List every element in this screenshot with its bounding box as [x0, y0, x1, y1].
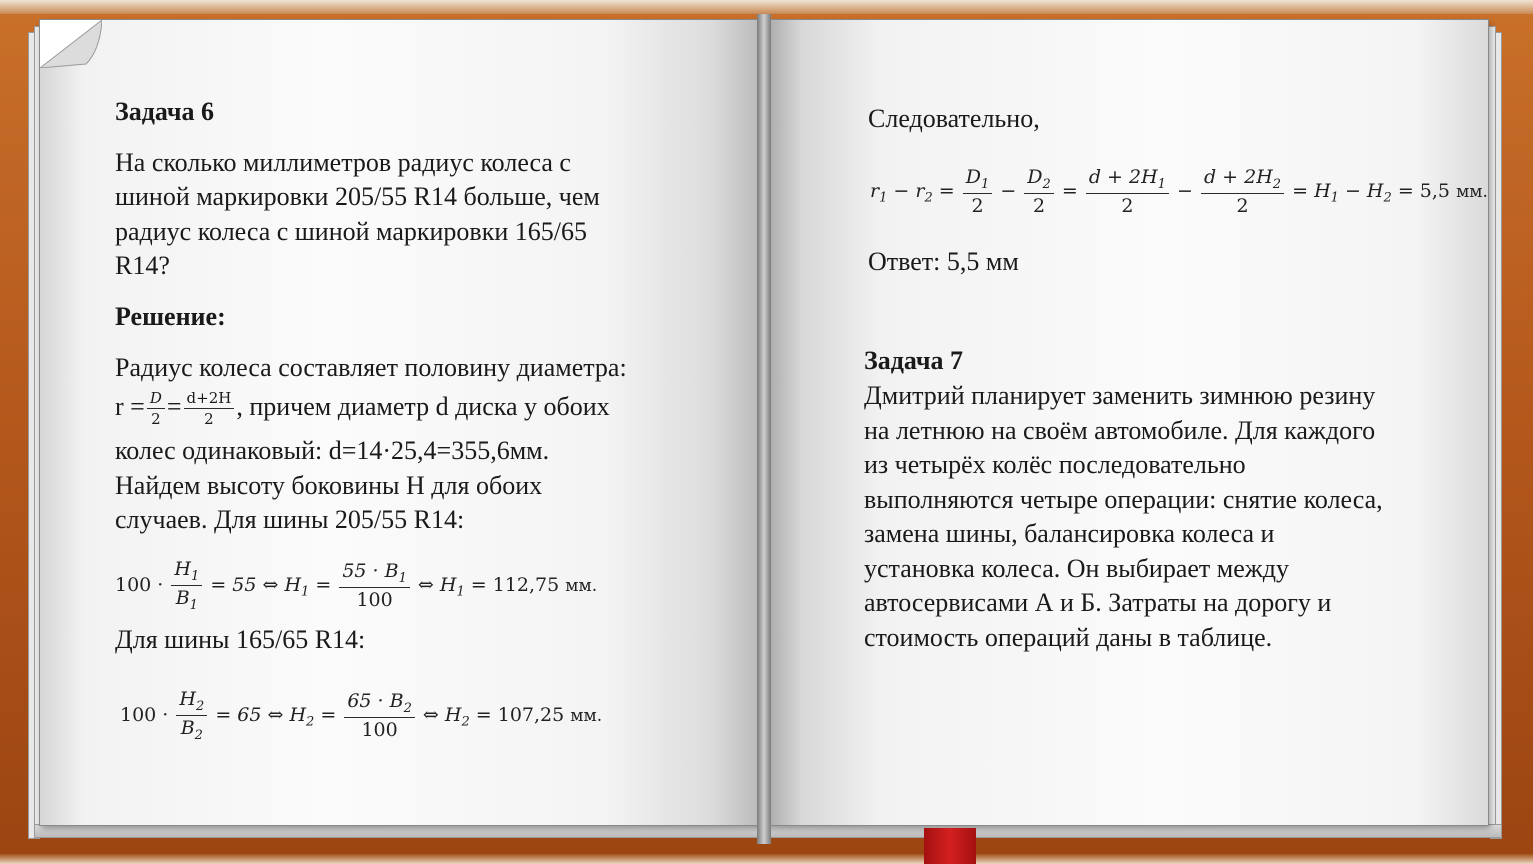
- radius-formula: [115, 385, 610, 429]
- bookmark-ribbon: [924, 828, 976, 864]
- equation-h1: 100 · $\frac{H_1}{B_1}$ = 55 ⇔ $H_1$ = $\frac{55 \cdot B_1}{100}$ ⇔ $H_1 = 112,75$ мм.: [115, 558, 598, 613]
- formula-lhs: r =: [115, 392, 145, 421]
- page-curl-icon: [40, 20, 102, 68]
- solution-text-line-1: Радиус колеса составляет половину диаметра:: [115, 353, 627, 382]
- solution-text-line-3: колес одинаковый: d=14·25,4=355,6мм.: [115, 436, 550, 465]
- formula-tail: , причем диаметр d диска у обоих: [236, 392, 610, 421]
- fraction-d-over-2: $\frac{D}{2}$: [147, 391, 165, 427]
- question-line-1: На сколько миллиметров радиус колеса с: [115, 148, 571, 177]
- task7-line-6: установка колеса. Он выбирает между: [864, 554, 1289, 583]
- task7-line-7: автосервисами А и Б. Затраты на дорогу и: [864, 588, 1332, 617]
- task7-line-8: стоимость операций даны в таблице.: [864, 623, 1273, 652]
- task7-title: Задача 7: [864, 346, 963, 375]
- task7-line-4: выполняются четыре операции: снятие колеса,: [864, 485, 1383, 514]
- formula-equals: =: [166, 392, 182, 421]
- solution-text-line-5: случаев. Для шины 205/55 R14:: [115, 505, 465, 534]
- book-spine: [757, 14, 771, 844]
- equation-radius-difference: $r_1 - r_2$ = $\frac{D_1}{2}$ − $\frac{D_2}{2}$ = $\frac{d + 2H_1}{2}$ − $\frac{d + 2H_2}{2}$ = $H_1 - H_2 = 5,5$ мм.: [870, 166, 1488, 217]
- question-line-4: R14?: [115, 251, 170, 280]
- task7-line-3: из четырёх колёс последовательно: [864, 450, 1246, 479]
- solution-text-line-4: Найдем высоту боковины H для обоих: [115, 471, 543, 500]
- fraction-d-plus-2h: $\frac{d+2H}{2}$: [184, 391, 235, 427]
- task7-line-1: Дмитрий планирует заменить зимнюю резину: [864, 381, 1376, 410]
- answer-text: Ответ: 5,5 мм: [868, 247, 1019, 276]
- task7-line-2: на летнюю на своём автомобиле. Для каждого: [864, 416, 1376, 445]
- equation-h2: 100 · $\frac{H_2}{B_2}$ = 65 ⇔ $H_2$ = $\frac{65 \cdot B_2}{100}$ ⇔ $H_2 = 107,25$ мм.: [120, 688, 603, 743]
- solution-title: Решение:: [115, 302, 226, 331]
- therefore-text: Следовательно,: [868, 104, 1040, 133]
- question-line-3: радиус колеса с шиной маркировки 165/65: [115, 217, 587, 246]
- task6-title: Задача 6: [115, 97, 214, 126]
- question-line-2: шиной маркировки 205/55 R14 больше, чем: [115, 182, 600, 211]
- task7-line-5: замена шины, балансировка колеса и: [864, 519, 1275, 548]
- tire-2-label: Для шины 165/65 R14:: [115, 625, 366, 654]
